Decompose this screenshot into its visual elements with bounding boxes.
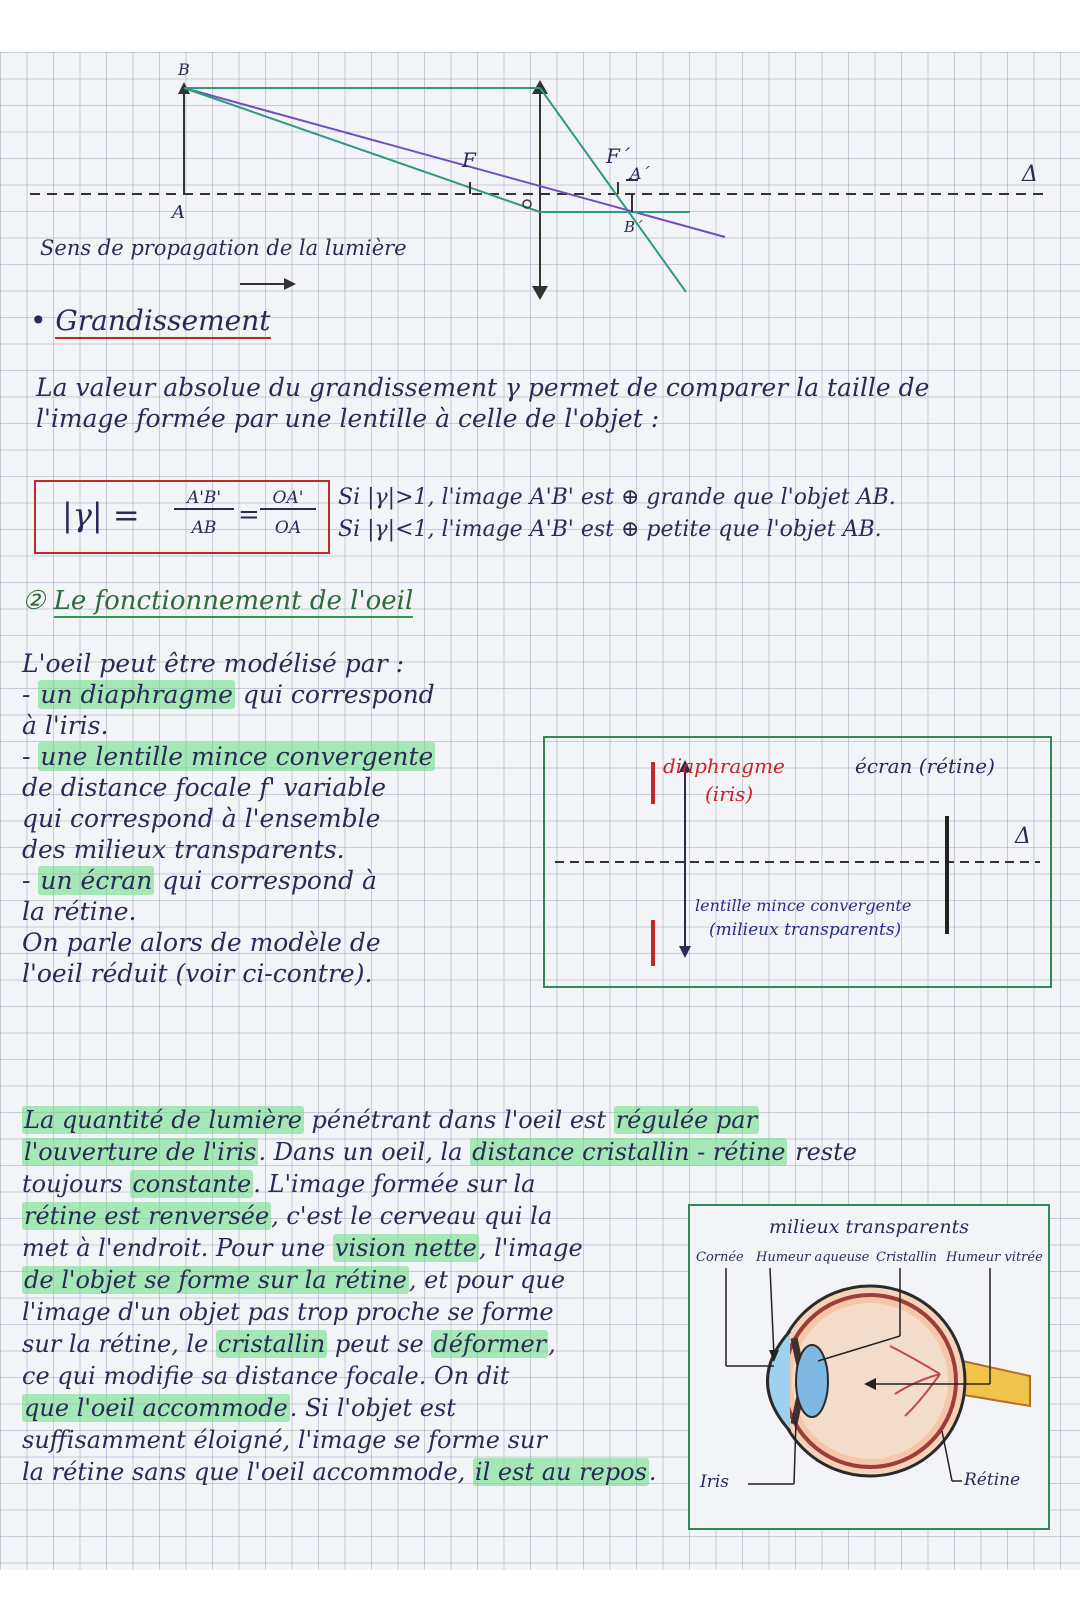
label-a: A: [172, 202, 185, 223]
label-cristallin: Cristallin: [876, 1250, 937, 1265]
text-line: La quantité de lumière pénétrant dans l'oeil est régulée par: [24, 1106, 758, 1134]
label-retine: Rétine: [964, 1470, 1021, 1490]
frac1-num: A'B': [174, 488, 234, 510]
text-line: qui correspond à l'ensemble: [22, 804, 381, 833]
anatomy-title: milieux transparents: [769, 1216, 969, 1238]
text-line: l'oeil réduit (voir ci-contre).: [22, 959, 373, 988]
text-line: On parle alors de modèle de: [22, 928, 381, 957]
text-line: de distance focale f' variable: [22, 773, 387, 802]
reduced-delta: Δ: [1015, 824, 1031, 849]
rule-greater: Si |γ|>1, l'image A'B' est ⊕ grande que l'objet AB.: [338, 485, 896, 510]
lens-bottom-arrow: [532, 286, 548, 300]
text-line: L'oeil peut être modélisé par :: [22, 649, 405, 678]
reduced-eye-diagram: [543, 736, 1052, 988]
lens-ray-diagram: [0, 52, 1080, 322]
label-bprime: B´: [624, 218, 643, 236]
rule-smaller: Si |γ|<1, l'image A'B' est ⊕ petite que l'objet AB.: [338, 517, 882, 542]
text-line: met à l'endroit. Pour une vision nette, l'image: [22, 1234, 583, 1262]
frac1-den: AB: [191, 518, 217, 538]
text-line: suffisamment éloigné, l'image se forme sur: [22, 1426, 547, 1454]
text-line: l'image d'un objet pas trop proche se forme: [22, 1298, 554, 1326]
text-line: ce qui modifie sa distance focale. On dit: [22, 1362, 510, 1390]
text-line: toujours constante. L'image formée sur la: [22, 1170, 536, 1198]
text-line: la rétine sans que l'oeil accommode, il est au repos.: [22, 1458, 657, 1486]
section-number: ②: [22, 586, 46, 616]
notebook-sheet: [0, 52, 1080, 1570]
text-line: sur la rétine, le cristallin peut se déformer,: [22, 1330, 556, 1358]
label-b: B: [178, 60, 190, 79]
propagation-label: Sens de propagation de la lumière: [40, 236, 407, 260]
label-f: F: [462, 148, 476, 172]
text-line: de l'objet se forme sur la rétine, et pour que: [24, 1266, 566, 1294]
text-line: - une lentille mince convergente: [22, 742, 434, 771]
final-paragraph-left: [22, 1168, 682, 1488]
grandissement-title: Grandissement: [55, 304, 271, 337]
diaphragme-label: diaphragme: [663, 754, 785, 778]
eye-anatomy-figure: [688, 1204, 1050, 1530]
lentille-label: lentille mince convergente: [695, 896, 912, 915]
intro-line-2: l'image formée par une lentille à celle de l'objet :: [36, 404, 660, 433]
text-line: - un diaphragme qui correspond: [22, 680, 435, 709]
oeil-model-text: [22, 648, 522, 989]
text-line: que l'oeil accommode. Si l'objet est: [24, 1394, 456, 1422]
crystalline-lens: [796, 1345, 828, 1417]
formula-equals: =: [238, 500, 260, 530]
label-humeur-aqueuse: Humeur aqueuse: [756, 1250, 870, 1265]
cornea: [768, 1331, 791, 1431]
intro-line-1: La valeur absolue du grandissement γ permet de comparer la taille de: [36, 373, 930, 402]
text-line: rétine est renversée, c'est le cerveau qui la: [24, 1202, 553, 1230]
text-line: à l'iris.: [22, 711, 109, 740]
frac2-num: OA': [260, 488, 316, 510]
text-line: la rétine.: [22, 897, 137, 926]
iris-label: (iris): [705, 782, 754, 806]
label-cornee: Cornée: [696, 1250, 744, 1265]
formula-lhs: |γ| =: [62, 496, 140, 534]
ray-through-fprime: [540, 88, 686, 292]
ray-through-center: [184, 88, 725, 237]
label-delta: Δ: [1022, 162, 1038, 187]
grandissement-intro: [36, 372, 1076, 434]
section-2-title: Le fonctionnement de l'oeil: [53, 586, 414, 616]
final-paragraph-top: [22, 1104, 1072, 1168]
grandissement-rules: [338, 482, 896, 546]
text-line: l'ouverture de l'iris. Dans un oeil, la distance cristallin - rétine reste: [24, 1138, 857, 1166]
ecran-label: écran (rétine): [855, 754, 995, 778]
label-humeur-vitree: Humeur vitrée: [946, 1250, 1043, 1265]
label-iris: Iris: [700, 1472, 730, 1492]
text-line: - un écran qui correspond à: [22, 866, 377, 895]
formula-box: [34, 480, 330, 554]
milieux-label: (milieux transparents): [709, 920, 902, 940]
label-fprime: F´: [606, 144, 630, 168]
section-2-heading: [22, 586, 413, 616]
bullet: •: [30, 304, 47, 337]
text-line: des milieux transparents.: [22, 835, 345, 864]
frac2-den: OA: [274, 518, 302, 538]
label-aprime: A´: [630, 164, 650, 183]
grandissement-heading: [30, 304, 271, 337]
